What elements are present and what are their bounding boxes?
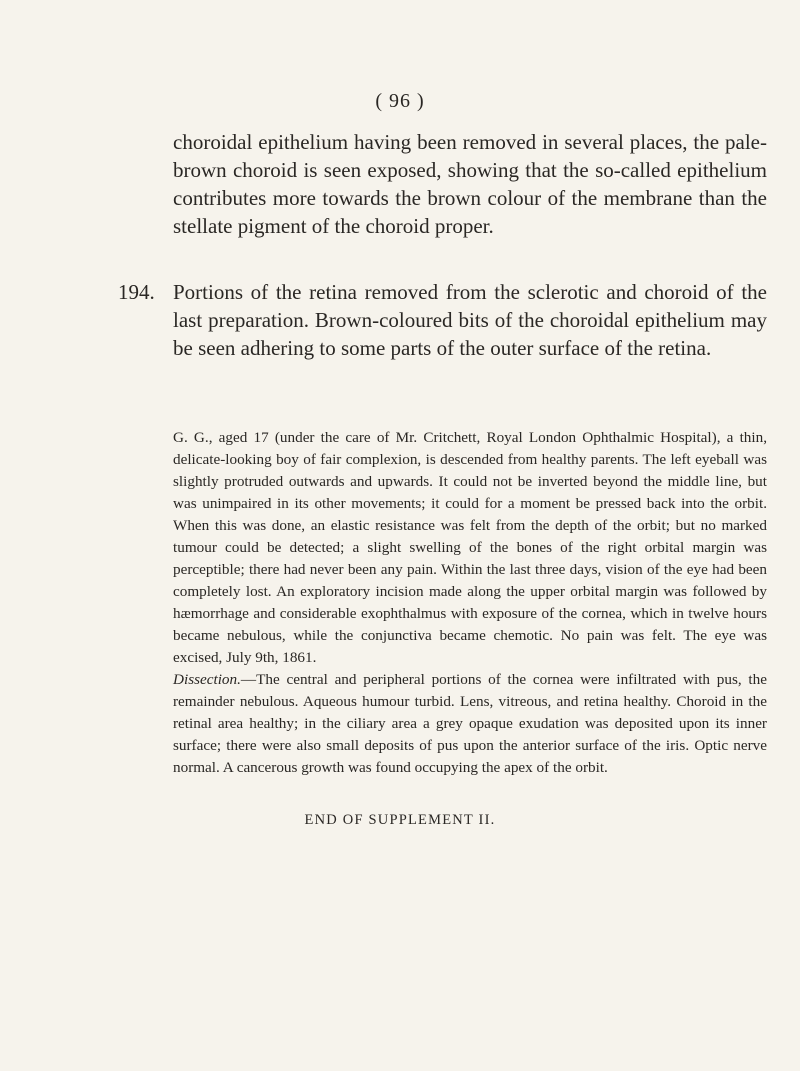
dissection-paragraph [173, 669, 767, 779]
entry-number: 194. [118, 280, 155, 304]
page-number: ( 96 ) [375, 90, 425, 112]
case-history: G. G., aged 17 (under the care of Mr. Critchett, Royal London Ophthalmic Hospital), a thin, delicate-looking boy of fair complexion, is descended from healthy parents. The left eyeball was slightly protruded outwards and upwards. It could not be inverted beyond the middle line, but was unimpaired in its other movements; it could for a moment be pressed back into the orbit. When this was done, an elastic resistance was felt from the depth of the orbit; but no marked tumour could be detected; a slight swelling of the bones of the right orbital margin was perceptible; there had never been any pain. Within the last three days, vision of the eye had been completely lost. An exploratory incision made along the upper orbital margin was followed by hæmorrhage and considerable exophthalmus with exposure of the cornea, which in twelve hours became nebulous, while the conjunctiva became chemotic. No pain was felt. The eye was excised, July 9th, 1861. [173, 429, 767, 666]
dissection-label: Dissection. [173, 671, 241, 688]
catalogue-entry [118, 278, 767, 362]
end-note: END OF SUPPLEMENT II. [304, 812, 496, 828]
case-report [173, 427, 767, 779]
dissection-text: —The central and peripheral portions of the cornea were infiltrated with pus, the remainder nebulous. Aqueous humour turbid. Lens, vitreous, and retina healthy. Choroid in the retinal area healthy; in the ciliary area a grey opaque exudation was deposited upon its inner surface; there were also small deposits of pus upon the anterior surface of the iris. Optic nerve normal. A cancerous growth was found occupying the apex of the orbit. [173, 671, 767, 776]
entry-text: Portions of the retina removed from the sclerotic and choroid of the last preparation. Brown-coloured bits of the choroidal epithelium may be seen adhering to some parts of the outer surface of the retina. [173, 280, 767, 360]
continued-paragraph: choroidal epithelium having been removed in several places, the pale-brown choroid is seen exposed, showing that the so-called epithelium contributes more towards the brown colour of the membrane than the stellate pigment of the choroid proper. [173, 130, 767, 238]
